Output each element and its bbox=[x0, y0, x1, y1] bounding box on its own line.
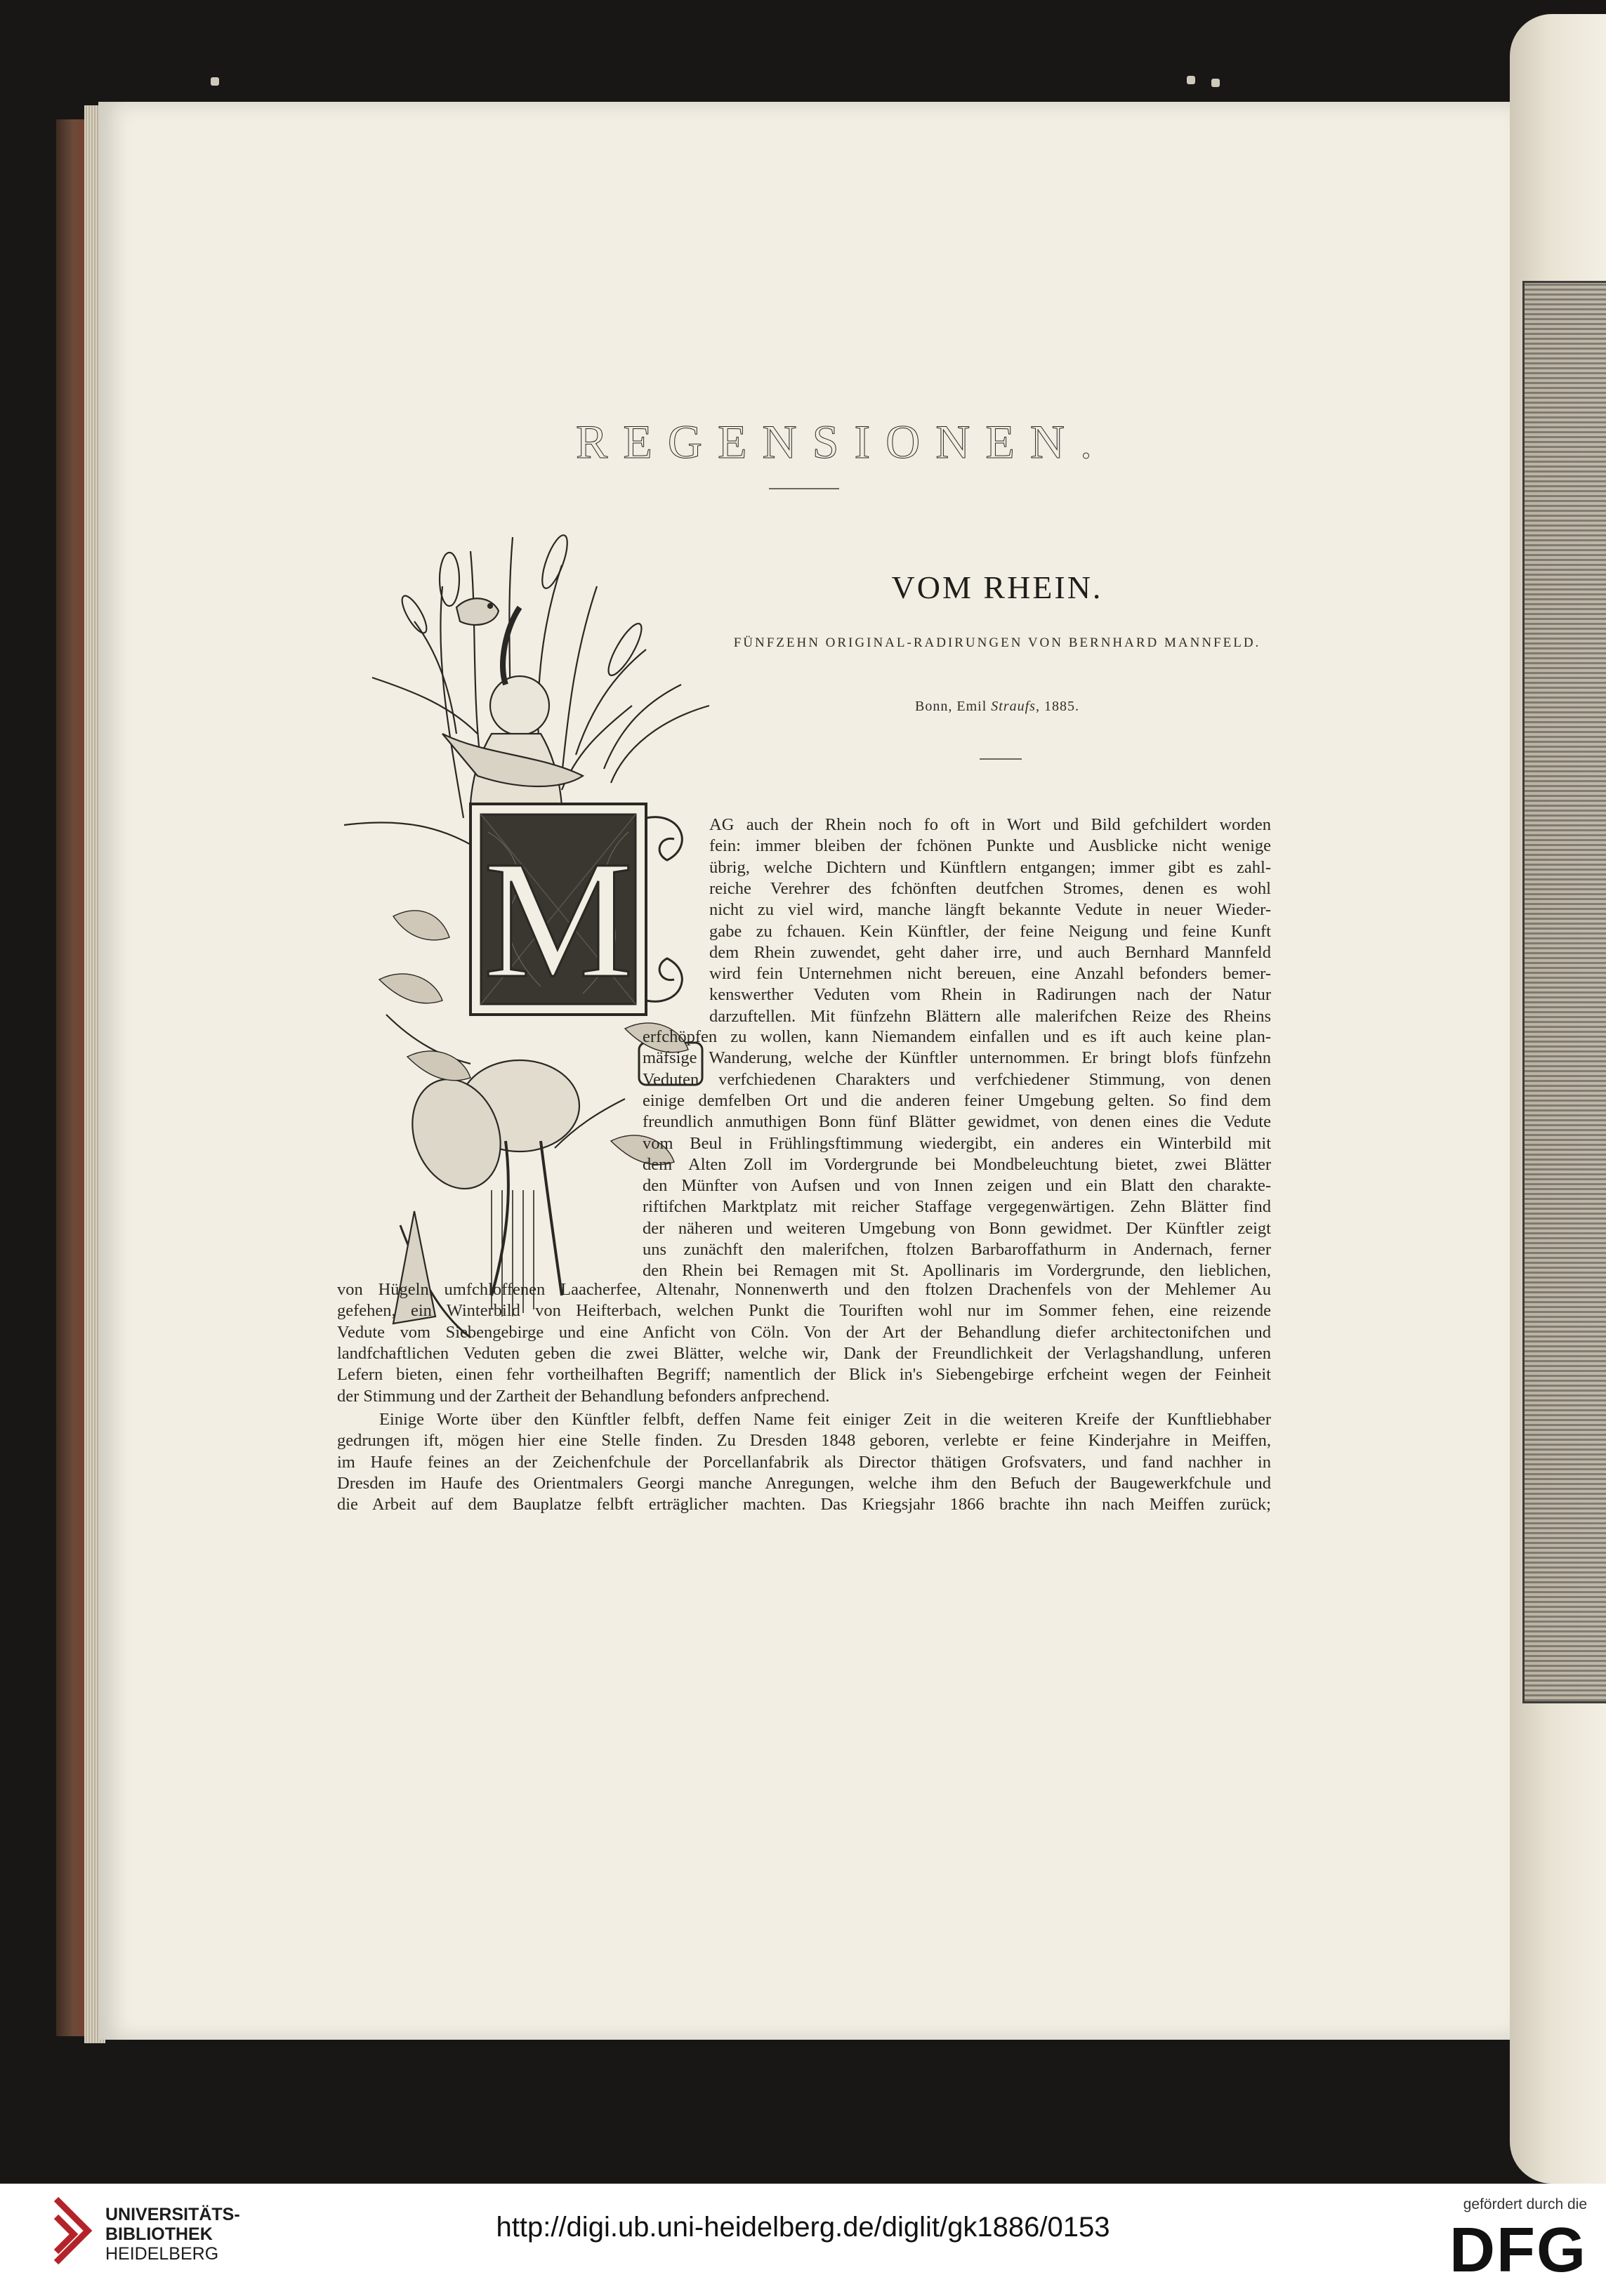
imprint-year: , 1885. bbox=[1035, 699, 1079, 714]
imprint-place: Bonn, Emil bbox=[915, 699, 992, 714]
text-line: AG auch der Rhein noch fo oft in Wort und Bild gefchildert worden bbox=[709, 815, 1271, 834]
text-line: uns zunächft den malerifchen, ftolzen Barbaroffathurm in Andernach, ferner bbox=[643, 1240, 1271, 1259]
text-line: dem Alten Zoll im Vordergrunde bei Mondbeleuchtung bietet, zwei Blätter bbox=[643, 1154, 1271, 1174]
text-line: wird fein Unternehmen nicht bereuen, eine Anzahl befonders bemer- bbox=[709, 964, 1271, 984]
text-line: gefehen, ein Winterbild von Heifterbach, welchen Punkt die Touriften wohl nur im Sommer fehen, eine reizende bbox=[337, 1301, 1271, 1321]
heading-divider bbox=[769, 488, 839, 489]
text-line: fein: immer bleiben der fchönen Punkte und Ausblicke nicht wenige bbox=[709, 836, 1271, 856]
text-line: einige demfelben Ort und die anderen feiner Umgebung gelten. So find dem bbox=[643, 1090, 1271, 1110]
text-line: darzuftellen. Mit fünfzehn Blättern alle malerifchen Reize des Rheins bbox=[709, 1006, 1271, 1026]
article-subtitle: FÜNFZEHN ORIGINAL-RADIRUNGEN VON BERNHARD MANNFELD. bbox=[733, 635, 1261, 650]
dfg-logo: DFG bbox=[1449, 2215, 1587, 2285]
text-line: Lefern bieten, einen fehr vortheilhaften Begriff; namentlich der Blick in's Siebengebirge erfcheint wegen der Feinheit bbox=[337, 1365, 1271, 1385]
library-name-line1: UNIVERSITÄTS- bbox=[105, 2205, 240, 2224]
text-line: freundlich anmuthigen Bonn fünf Blätter gewidmet, von denen eines die Vedute bbox=[643, 1112, 1271, 1132]
article-title: VOM RHEIN. bbox=[891, 569, 1103, 605]
text-line: die Arbeit auf dem Bauplatze felbft erträglicher machten. Das Kriegsjahr 1866 brachte ihn nach Meiffen zurück; bbox=[337, 1495, 1271, 1515]
text-line: kenswerther Veduten vom Rhein in Radirungen nach der Natur bbox=[709, 985, 1271, 1005]
dust-speck bbox=[1211, 79, 1220, 87]
text-line: Dresden im Haufe des Orientmalers Georgi manche Anregungen, welche ihm den Befuch der Baugewerkfchule und bbox=[337, 1473, 1271, 1493]
text-line: den Rhein bei Remagen mit St. Apollinaris im Vordergrunde, den lieblichen, bbox=[643, 1261, 1271, 1281]
text-line: der Stimmung und der Zartheit der Behandlung befonders anfprechend. bbox=[337, 1386, 830, 1406]
initial-letter: M bbox=[483, 826, 633, 1012]
text-line: gabe zu fchauen. Kein Künftler, der feine Neigung und feine Kunft bbox=[709, 921, 1271, 941]
article-imprint bbox=[829, 699, 1166, 715]
text-line: Vedute vom Siebengebirge und eine Anficht von Cöln. Von der Art der Behandlung diefer architectonifchen und bbox=[337, 1322, 1271, 1342]
text-line: Veduten verfchiedenen Charakters und verfchiedener Stimmung, von denen bbox=[643, 1069, 1271, 1089]
text-line: landfchaftlichen Veduten geben die zwei Blätter, welche wir, Dank der Freundlichkeit der Verlagshandlung, unferen bbox=[337, 1343, 1271, 1363]
section-heading: REGENSIONEN. bbox=[576, 415, 1107, 468]
text-line: reiche Verehrer des fchönften deutfchen Stromes, denen es wohl bbox=[709, 878, 1271, 898]
imprint-divider bbox=[980, 758, 1022, 760]
imprint-publisher: Straufs bbox=[991, 699, 1036, 714]
text-line: mäfsige Wanderung, welche der Künftler unternommen. Er bringt blofs fünfzehn bbox=[643, 1048, 1271, 1068]
text-line: Einige Worte über den Künftler felbft, deffen Name feit einiger Zeit in die weiteren Kreife der Kunftliebhaber bbox=[379, 1410, 1271, 1429]
dust-speck bbox=[211, 77, 219, 86]
text-line: von Hügeln umfchloffenen Laacherfee, Altenahr, Nonnenwerth und den ftolzen Drachenfels von der Mehlemer Au bbox=[337, 1280, 1271, 1299]
permalink-url[interactable]: http://digi.ub.uni-heidelberg.de/diglit/gk1886/0153 bbox=[496, 2212, 1110, 2243]
library-name-line3: HEIDELBERG bbox=[105, 2244, 219, 2264]
text-line: den Münfter von Aufsen und von Innen zeigen und ein Blatt den charakte- bbox=[643, 1176, 1271, 1196]
text-line: vom Beul in Frühlingsftimmung wiedergibt, ein anderes ein Winterbild mit bbox=[643, 1133, 1271, 1153]
text-line: der näheren und weiteren Umgebung von Bonn gewidmet. Der Künftler zeigt bbox=[643, 1218, 1271, 1238]
text-line: erfchöpfen zu wollen, kann Niemandem einfallen und es ift auch keine plan- bbox=[643, 1027, 1271, 1046]
text-line: im Haufe feines an der Zeichenfchule der Porcellanfabrik als Director thätigen Grofsvaters, und fand nachher in bbox=[337, 1452, 1271, 1472]
facing-page-etching bbox=[1522, 281, 1606, 1703]
dust-speck bbox=[1187, 76, 1195, 84]
text-line: gedrungen ift, mögen hier eine Stelle finden. Zu Dresden 1848 geboren, verlebte er feine Kinderjahre in Meiffen, bbox=[337, 1431, 1271, 1451]
text-line: riftifchen Marktplatz mit reicher Staffage vergegenwärtigen. Zehn Blätter find bbox=[643, 1197, 1271, 1217]
funding-caption: gefördert durch die bbox=[1463, 2196, 1587, 2212]
text-line: nicht zu viel wird, manche längft bekannte Vedute in neuer Wieder- bbox=[709, 900, 1271, 920]
library-name-line2: BIBLIOTHEK bbox=[105, 2224, 213, 2244]
text-line: übrig, welche Dichtern und Künftlern entgangen; immer gibt es zahl- bbox=[709, 857, 1271, 877]
text-line: dem Rhein zuwendet, geht daher irre, und auch Bernhard Mannfeld bbox=[709, 942, 1271, 962]
